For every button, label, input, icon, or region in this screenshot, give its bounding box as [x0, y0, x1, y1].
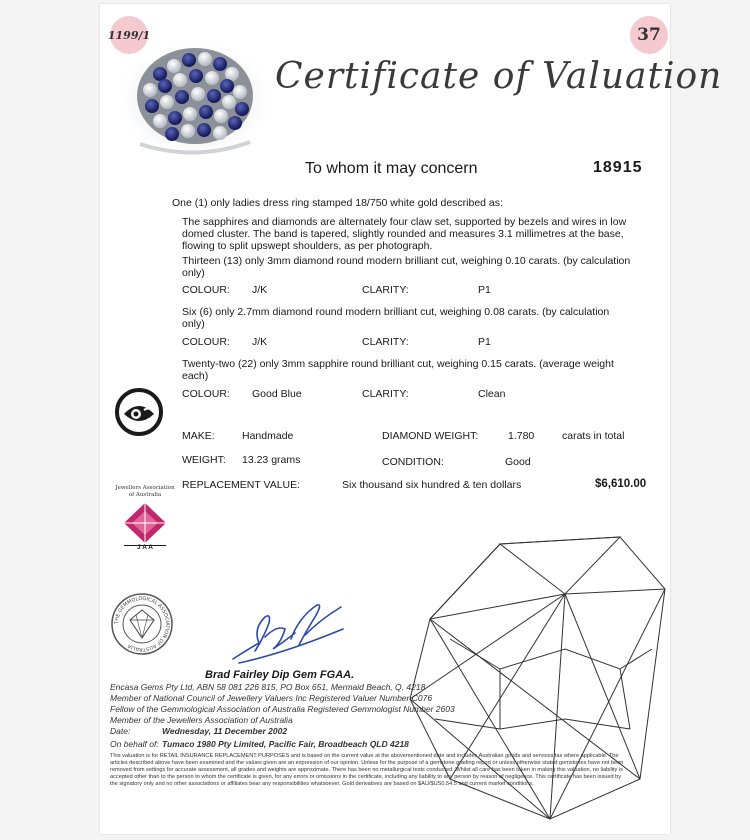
stone-description: Six (6) only 2.7mm diamond round modern brilliant cut, weighing 0.08 carats. (by calculation only)	[182, 306, 610, 330]
diamond-weight-label: DIAMOND WEIGHT:	[382, 430, 479, 442]
behalf-value: Tumaco 1980 Pty Limited, Pacific Fair, Broadbeach QLD 4218	[162, 739, 409, 749]
weight-value: 13.23 grams	[242, 454, 301, 466]
condition-label: CONDITION:	[382, 456, 444, 468]
stone-description: Thirteen (13) only 3mm diamond round modern brilliant cut, weighing 0.10 carats. (by calculation only)	[182, 255, 631, 279]
valuer-logo	[114, 384, 164, 440]
certificate-number: 18915	[593, 159, 643, 176]
date-label: Date:	[110, 726, 131, 736]
credential-line: Encasa Gems Pty Ltd, ABN 58 081 226 815, PO Box 651, Mermaid Beach, Q. 4218	[110, 682, 426, 692]
clarity-value: Clean	[478, 388, 506, 400]
lot-tag: 1199/1	[110, 16, 148, 54]
colour-value: Good Blue	[252, 388, 302, 400]
ring-photo	[110, 34, 275, 164]
svg-text:THE GEMMOLOGICAL ASSOCIATION O: THE GEMMOLOGICAL ASSOCIATION OF AUSTRALIA	[113, 595, 171, 653]
colour-label: COLOUR:	[182, 284, 230, 296]
replacement-value: $6,610.00	[595, 478, 647, 490]
credential-line: Member of National Council of Jewellery Valuers Inc Registered Valuer Number C076	[110, 693, 433, 703]
credential-line: Member of the Jewellers Association of Australia	[110, 715, 293, 725]
diamond-weight-value: 1.780	[508, 430, 535, 442]
clarity-label: CLARITY:	[362, 284, 409, 296]
weight-label: WEIGHT:	[182, 454, 226, 466]
credential-line: Fellow of the Gemmological Association of Australia Registered Gemmologist Number 2603	[110, 704, 455, 714]
description-body: The sapphires and diamonds are alternately four claw set, supported by bezels and wires in low domed cluster. The band is tapered, slightly rounded and measures 3.1 millimetres at the base, flowing to split upswept shoulders, as per photograph.	[182, 216, 627, 252]
replacement-label: REPLACEMENT VALUE:	[182, 479, 301, 491]
date-value: Wednesday, 11 December 2002	[162, 726, 288, 736]
colour-label: COLOUR:	[182, 336, 230, 348]
diamond-weight-unit: carats in total	[562, 430, 625, 442]
disclaimer-fine-print: This valuation is for RETAIL INSURANCE REPLACEMENT PURPOSES and is based on the current value at the abovementioned date and includes Australian goods and services tax where applicable. The articles described above have been examined and the values given are an expression of our opinion. Unless for the purpose of a gemstone grading report or unless otherwise stated gemstones have not been removed from settings for accurate assessment, all grades and weights are approximate. There has been no metallurgical tests conducted. Whilst all care has been taken in making this valuation, no liability is accepted other than to the person to whom the certificate is given, for any errors or omissions in the certificate, including any liability to any person by reason of negligence. This certificate has been issued by the signatory only and no other associations or affiliates bear any responsibilities whatsoever. Gold derivatives are based on $AU/$US0.54.5 and current market conditions.	[110, 753, 624, 787]
page-number-tag: 37	[630, 16, 668, 54]
description-intro: One (1) only ladies dress ring stamped 18/750 white gold described as:	[172, 197, 503, 209]
make-label: MAKE:	[182, 430, 215, 442]
replacement-words: Six thousand six hundred & ten dollars	[342, 479, 522, 491]
clarity-label: CLARITY:	[362, 388, 409, 400]
jaa-letters: J A A	[137, 544, 153, 551]
clarity-value: P1	[478, 336, 491, 348]
clarity-label: CLARITY:	[362, 336, 409, 348]
colour-value: J/K	[252, 284, 268, 296]
colour-value: J/K	[252, 336, 268, 348]
certificate-page	[100, 4, 723, 834]
certificate-title: Certificate of Valuation	[275, 56, 723, 97]
behalf-label: On behalf of:	[110, 739, 159, 749]
handwritten-signature	[225, 599, 355, 674]
colour-label: COLOUR:	[182, 388, 230, 400]
valuer-name: Brad Fairley Dip Gem FGAA.	[205, 669, 355, 681]
gemmological-seal	[110, 592, 174, 656]
salutation: To whom it may concern	[305, 160, 478, 177]
make-value: Handmade	[242, 430, 294, 442]
clarity-value: P1	[478, 284, 491, 296]
association-label: Jewellers Association of Australia	[115, 485, 175, 498]
stone-description: Twenty-two (22) only 3mm sapphire round brilliant cut, weighing 0.15 carats. (average weight each)	[182, 358, 614, 382]
condition-value: Good	[505, 456, 531, 468]
